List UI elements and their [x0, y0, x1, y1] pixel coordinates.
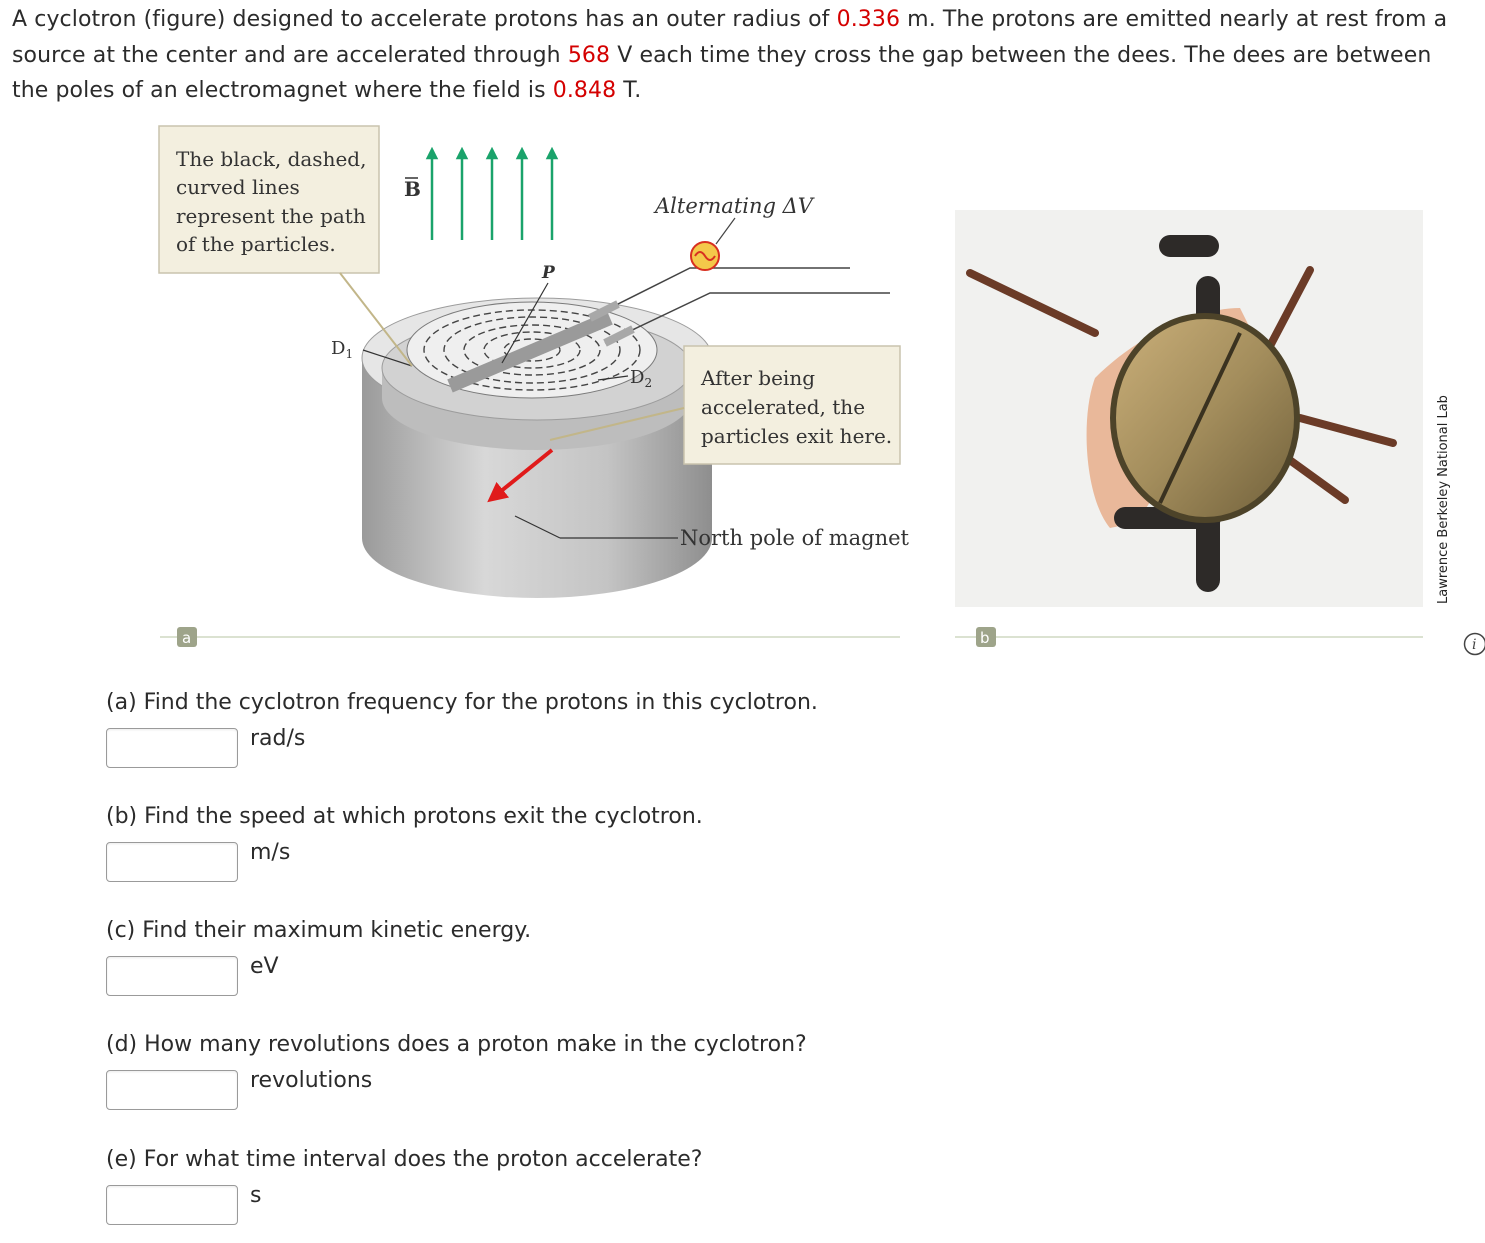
svg-text:i: i [1472, 637, 1477, 653]
tag-a: a [182, 629, 192, 647]
intro-text-4: T. [616, 78, 642, 103]
callout-exit-line3: particles exit here. [701, 424, 893, 448]
intro-text-3: V each time they cross the gap between the dees. The dees are between the poles of an electromagnet where the field is [12, 42, 1432, 103]
answer-b-unit: m/s [250, 840, 291, 865]
label-alternating-dv: Alternating ΔV [655, 194, 813, 218]
voltage-value: 568 [567, 42, 611, 68]
callout-path-line4: of the particles. [176, 232, 336, 256]
answer-d-unit: revolutions [250, 1068, 373, 1093]
callout-path-line2: curved lines [176, 175, 300, 199]
answer-d-input[interactable] [106, 1070, 238, 1110]
info-icon[interactable] [1463, 632, 1485, 656]
question-d-prompt: (d) How many revolutions does a proton make in the cyclotron? [106, 1032, 807, 1057]
question-c-prompt: (c) Find their maximum kinetic energy. [106, 918, 532, 943]
radius-value: 0.336 [836, 7, 901, 32]
answer-a-input[interactable] [106, 728, 238, 768]
callout-path-line1: The black, dashed, [176, 147, 367, 171]
callout-exit-line1: After being [701, 366, 816, 390]
answer-e-input[interactable] [106, 1185, 238, 1225]
dees [407, 302, 657, 398]
tag-b: b [980, 629, 990, 647]
dee-disc [1113, 316, 1297, 520]
callout-exit-line2: accelerated, the [701, 395, 866, 419]
magnetic-field-arrows [432, 153, 552, 240]
label-d2: $D_2$ [630, 367, 653, 390]
field-value: 0.848 [552, 78, 617, 103]
question-a-prompt: (a) Find the cyclotron frequency for the protons in this cyclotron. [106, 690, 818, 715]
question-b-prompt: (b) Find the speed at which protons exit the cyclotron. [106, 804, 703, 829]
answer-c-unit: eV [250, 954, 279, 979]
label-north-pole: North pole of magnet [680, 526, 909, 550]
question-e-prompt: (e) For what time interval does the proton accelerate? [106, 1147, 703, 1172]
callout-path-line3: represent the path [176, 204, 366, 228]
panel-b-photo [955, 210, 1451, 647]
intro-text-2: m. The protons are emitted nearly at rest from a source at the center and are accelerated through [12, 7, 1448, 68]
cyclotron-figure [150, 118, 1485, 678]
label-d1: $D_1$ [331, 338, 354, 361]
problem-statement [12, 2, 1472, 109]
photo-credit: Lawrence Berkeley National Lab [1436, 395, 1451, 604]
panel-a [159, 126, 910, 647]
label-b-field: B [404, 177, 421, 201]
answer-e-unit: s [250, 1183, 262, 1208]
answer-a-unit: rad/s [250, 726, 306, 751]
callout-path [159, 126, 412, 366]
answer-b-input[interactable] [106, 842, 238, 882]
label-p: P [542, 263, 555, 283]
intro-text-1: A cyclotron (figure) designed to accelerate protons has an outer radius of [12, 7, 837, 32]
answer-c-input[interactable] [106, 956, 238, 996]
